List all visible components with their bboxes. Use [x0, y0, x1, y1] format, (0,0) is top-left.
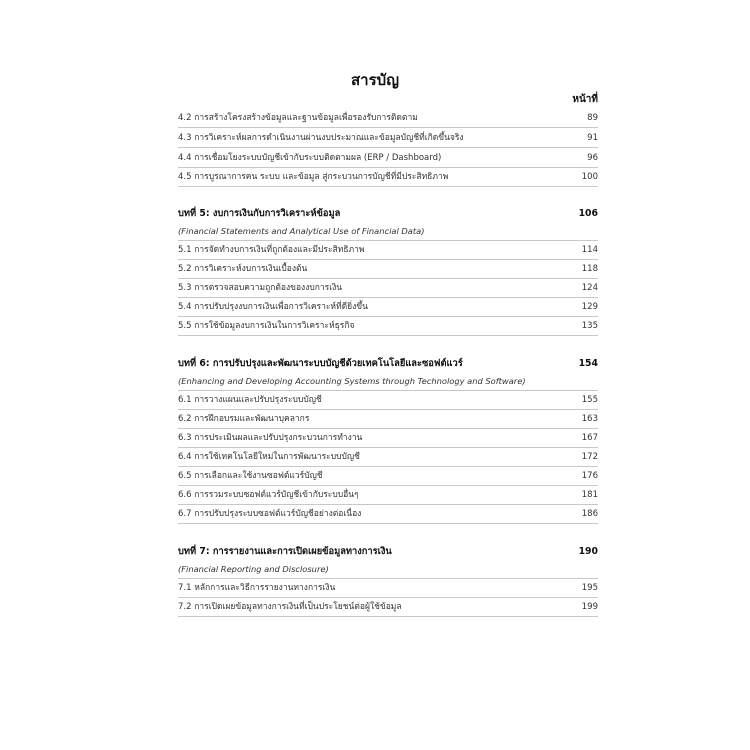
toc-entry-text: 5.2 การวิเคราะห์งบการเงินเบื้องต้น	[178, 264, 308, 274]
toc-entry-text: 4.3 การวิเคราะห์ผลการดำเนินงานผ่านงบประมาณและข้อมูลบัญชีที่เกิดขึ้นจริง	[178, 133, 464, 143]
toc-entry[interactable]	[178, 111, 598, 125]
toc-entry-text: 5.3 การตรวจสอบความถูกต้องของงบการเงิน	[178, 283, 343, 293]
toc-entry-text: 6.3 การประเมินผลและปรับปรุงกระบวนการทำงาน	[178, 433, 363, 443]
divider	[178, 127, 598, 128]
divider	[178, 278, 598, 279]
toc-entry[interactable]	[178, 170, 598, 184]
toc-entry-page: 172	[581, 452, 598, 462]
toc-entry[interactable]	[178, 412, 598, 426]
chapter-title: บทที่ 7: การรายงานและการเปิดเผยข้อมูลทางการเงิน	[178, 546, 392, 557]
toc-entry-page: 100	[581, 172, 598, 182]
chapter-heading[interactable]	[178, 207, 598, 221]
divider	[178, 447, 598, 448]
toc-entry[interactable]	[178, 151, 598, 165]
toc-entry-text: 4.5 การบูรณาการคน ระบบ และข้อมูล สู่กระบวนการบัญชีที่มีประสิทธิภาพ	[178, 172, 449, 182]
toc-entry[interactable]	[178, 131, 598, 145]
toc-entry-text: 6.4 การใช้เทคโนโลยีใหม่ในการพัฒนาระบบบัญชี	[178, 452, 360, 462]
divider	[178, 240, 598, 241]
toc-entry[interactable]	[178, 281, 598, 295]
toc-entry-page: 89	[587, 113, 598, 123]
toc-entry[interactable]	[178, 262, 598, 276]
toc-entry[interactable]	[178, 450, 598, 464]
toc-entry[interactable]	[178, 469, 598, 483]
chapter-page: 154	[578, 358, 598, 369]
toc-entry-page: 176	[581, 471, 598, 481]
divider	[178, 428, 598, 429]
toc-page	[150, 0, 600, 750]
toc-entry-page: 199	[581, 602, 598, 612]
toc-entry[interactable]	[178, 600, 598, 614]
divider	[178, 335, 598, 336]
toc-entry-page: 118	[581, 264, 598, 274]
toc-entry-text: 5.5 การใช้ข้อมูลงบการเงินในการวิเคราะห์ธุรกิจ	[178, 321, 355, 331]
toc-entry[interactable]	[178, 393, 598, 407]
toc-entry[interactable]	[178, 300, 598, 314]
toc-entry-page: 124	[581, 283, 598, 293]
toc-entry-text: 6.1 การวางแผนและปรับปรุงระบบบัญชี	[178, 395, 322, 405]
divider	[178, 616, 598, 617]
chapter-title: บทที่ 5: งบการเงินกับการวิเคราะห์ข้อมูล	[178, 208, 341, 219]
divider	[178, 485, 598, 486]
chapter-page: 190	[578, 546, 598, 557]
chapter-heading[interactable]	[178, 545, 598, 559]
toc-entry-page: 91	[587, 133, 598, 143]
toc-entry-page: 195	[581, 583, 598, 593]
chapter-subtitle: (Financial Statements and Analytical Use of Financial Data)	[178, 226, 425, 236]
divider	[178, 409, 598, 410]
divider	[178, 147, 598, 148]
toc-entry-text: 4.4 การเชื่อมโยงระบบบัญชีเข้ากับระบบติดตามผล (ERP / Dashboard)	[178, 153, 442, 163]
divider	[178, 259, 598, 260]
page-number-column-label: หน้าที่	[572, 94, 598, 105]
divider	[178, 297, 598, 298]
divider	[178, 466, 598, 467]
toc-entry-page: 114	[581, 245, 598, 255]
toc-entry-text: 6.5 การเลือกและใช้งานซอฟต์แวร์บัญชี	[178, 471, 323, 481]
chapter-title: บทที่ 6: การปรับปรุงและพัฒนาระบบบัญชีด้วยเทคโนโลยีและซอฟต์แวร์	[178, 358, 463, 369]
divider	[178, 597, 598, 598]
toc-entry-page: 155	[581, 395, 598, 405]
toc-entry[interactable]	[178, 507, 598, 521]
toc-entry-page: 163	[581, 414, 598, 424]
page-title: สารบัญ	[351, 71, 399, 89]
toc-entry-page: 167	[581, 433, 598, 443]
toc-entry-text: 5.4 การปรับปรุงงบการเงินเพื่อการวิเคราะห์ที่ดียิ่งขึ้น	[178, 302, 368, 312]
toc-entry-page: 186	[581, 509, 598, 519]
divider	[178, 578, 598, 579]
toc-entry-text: 4.2 การสร้างโครงสร้างข้อมูลและฐานข้อมูลเพื่อรองรับการติดตาม	[178, 113, 418, 123]
toc-entry[interactable]	[178, 581, 598, 595]
divider	[178, 167, 598, 168]
toc-entry[interactable]	[178, 431, 598, 445]
chapter-heading[interactable]	[178, 357, 598, 371]
toc-entry-text: 7.2 การเปิดเผยข้อมูลทางการเงินที่เป็นประโยชน์ต่อผู้ใช้ข้อมูล	[178, 602, 402, 612]
toc-entry-text: 6.7 การปรับปรุงระบบซอฟต์แวร์บัญชีอย่างต่อเนื่อง	[178, 509, 362, 519]
divider	[178, 186, 598, 187]
divider	[178, 523, 598, 524]
chapter-page: 106	[578, 208, 598, 219]
toc-entry-text: 6.6 การรวมระบบซอฟต์แวร์บัญชีเข้ากับระบบอื่นๆ	[178, 490, 359, 500]
toc-entry-page: 181	[581, 490, 598, 500]
toc-entry-page: 129	[581, 302, 598, 312]
toc-entry-page: 135	[581, 321, 598, 331]
divider	[178, 504, 598, 505]
divider	[178, 390, 598, 391]
chapter-subtitle: (Enhancing and Developing Accounting Systems through Technology and Software)	[178, 376, 526, 386]
toc-entry-text: 6.2 การฝึกอบรมและพัฒนาบุคลากร	[178, 414, 310, 424]
toc-entry-text: 7.1 หลักการและวิธีการรายงานทางการเงิน	[178, 583, 336, 593]
toc-entry-page: 96	[587, 153, 598, 163]
toc-entry[interactable]	[178, 243, 598, 257]
toc-entry[interactable]	[178, 319, 598, 333]
toc-entry[interactable]	[178, 488, 598, 502]
divider	[178, 316, 598, 317]
chapter-subtitle: (Financial Reporting and Disclosure)	[178, 564, 329, 574]
toc-entry-text: 5.1 การจัดทำงบการเงินที่ถูกต้องและมีประสิทธิภาพ	[178, 245, 365, 255]
